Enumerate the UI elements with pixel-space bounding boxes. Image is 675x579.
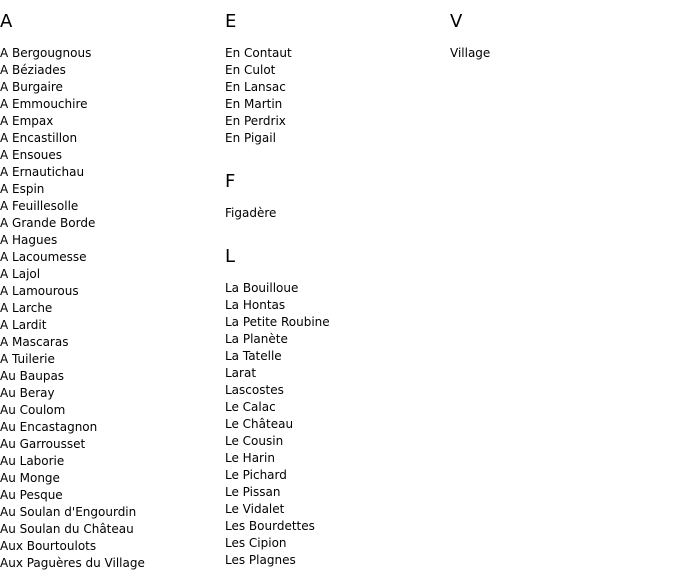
list-item	[0, 266, 225, 283]
list-item	[0, 45, 225, 62]
list-item	[225, 280, 450, 297]
place-link[interactable]: En Pigail	[225, 131, 276, 145]
list-item	[0, 334, 225, 351]
list-item	[0, 147, 225, 164]
list-item	[0, 385, 225, 402]
list-item	[0, 470, 225, 487]
place-link[interactable]: Lascostes	[225, 383, 284, 397]
place-link[interactable]: En Lansac	[225, 80, 286, 94]
letter-group	[225, 247, 450, 569]
list-item	[225, 205, 450, 222]
letter-heading: A	[0, 11, 13, 32]
list-item	[0, 436, 225, 453]
place-list	[0, 45, 225, 572]
place-list	[225, 45, 450, 147]
list-item	[0, 198, 225, 215]
list-item	[225, 552, 450, 569]
place-link[interactable]: A Grande Borde	[0, 216, 96, 230]
place-link[interactable]: A Emmouchire	[0, 97, 88, 111]
place-link[interactable]: A Béziades	[0, 63, 66, 77]
list-item	[0, 402, 225, 419]
list-item	[0, 504, 225, 521]
list-item	[450, 45, 675, 62]
list-item	[225, 382, 450, 399]
letter-group	[0, 12, 225, 572]
place-link[interactable]: A Encastillon	[0, 131, 78, 145]
place-link[interactable]: A Feuillesolle	[0, 199, 79, 213]
list-item	[0, 283, 225, 300]
index-column	[0, 0, 225, 572]
place-link[interactable]: Les Cipion	[225, 536, 287, 550]
place-link[interactable]: En Culot	[225, 63, 276, 77]
list-item	[225, 484, 450, 501]
place-link[interactable]: Au Laborie	[0, 454, 65, 468]
place-link[interactable]: Le Pichard	[225, 468, 287, 482]
letter-group	[450, 12, 675, 62]
place-link[interactable]: A Tuilerie	[0, 352, 55, 366]
place-link[interactable]: Le Harin	[225, 451, 275, 465]
place-link[interactable]: Village	[450, 46, 491, 60]
list-item	[225, 399, 450, 416]
place-link[interactable]: La Hontas	[225, 298, 286, 312]
place-link[interactable]: Au Monge	[0, 471, 60, 485]
list-item	[225, 501, 450, 518]
place-link[interactable]: Les Plagnes	[225, 553, 296, 567]
place-link[interactable]: Au Coulom	[0, 403, 66, 417]
list-item	[225, 365, 450, 382]
list-item	[0, 300, 225, 317]
list-item	[225, 62, 450, 79]
place-link[interactable]: En Contaut	[225, 46, 292, 60]
list-item	[0, 164, 225, 181]
list-item	[0, 62, 225, 79]
list-item	[0, 113, 225, 130]
place-link[interactable]: A Burgaire	[0, 80, 63, 94]
place-link[interactable]: La Tatelle	[225, 349, 282, 363]
list-item	[0, 538, 225, 555]
letter-heading: L	[225, 246, 236, 267]
list-item	[225, 113, 450, 130]
place-link[interactable]: En Martin	[225, 97, 283, 111]
list-item	[225, 96, 450, 113]
place-link[interactable]: Aux Bourtoulots	[0, 539, 97, 553]
place-list	[225, 205, 450, 222]
list-item	[0, 521, 225, 538]
list-item	[0, 351, 225, 368]
index-column	[225, 0, 450, 569]
list-item	[225, 518, 450, 535]
list-item	[0, 317, 225, 334]
place-link[interactable]: Larat	[225, 366, 257, 380]
list-item	[225, 331, 450, 348]
place-link[interactable]: Au Pesque	[0, 488, 63, 502]
place-link[interactable]: A Larche	[0, 301, 53, 315]
list-item	[225, 450, 450, 467]
list-item	[225, 433, 450, 450]
place-link[interactable]: Le Cousin	[225, 434, 284, 448]
place-link[interactable]: A Bergougnous	[0, 46, 92, 60]
place-link[interactable]: A Espin	[0, 182, 45, 196]
place-link[interactable]: A Lajol	[0, 267, 41, 281]
list-item	[225, 535, 450, 552]
place-link[interactable]: A Ensoues	[0, 148, 63, 162]
place-link[interactable]: La Bouilloue	[225, 281, 299, 295]
list-item	[0, 181, 225, 198]
place-link[interactable]: A Ernautichau	[0, 165, 85, 179]
place-link[interactable]: La Petite Roubine	[225, 315, 330, 329]
place-link[interactable]: A Lardit	[0, 318, 47, 332]
letter-group	[225, 172, 450, 222]
list-item	[225, 348, 450, 365]
list-item	[225, 297, 450, 314]
place-link[interactable]: Au Garrousset	[0, 437, 86, 451]
place-link[interactable]: A Empax	[0, 114, 54, 128]
list-item	[0, 453, 225, 470]
place-link[interactable]: A Lacoumesse	[0, 250, 87, 264]
list-item	[0, 419, 225, 436]
place-link[interactable]: A Lamourous	[0, 284, 79, 298]
place-link[interactable]: La Planète	[225, 332, 288, 346]
letter-heading: E	[225, 11, 237, 32]
place-link[interactable]: Le Calac	[225, 400, 276, 414]
place-link[interactable]: En Perdrix	[225, 114, 286, 128]
list-item	[225, 45, 450, 62]
list-item	[225, 130, 450, 147]
list-item	[0, 487, 225, 504]
place-link[interactable]: Au Beray	[0, 386, 55, 400]
list-item	[0, 215, 225, 232]
place-link[interactable]: Au Baupas	[0, 369, 65, 383]
index-column	[450, 0, 675, 62]
place-link[interactable]: A Mascaras	[0, 335, 69, 349]
place-link[interactable]: Au Encastagnon	[0, 420, 98, 434]
list-item	[225, 79, 450, 96]
list-item	[225, 467, 450, 484]
list-item	[0, 96, 225, 113]
place-link[interactable]: Au Soulan d'Engourdin	[0, 505, 137, 519]
place-list	[225, 280, 450, 569]
place-link[interactable]: A Hagues	[0, 233, 58, 247]
place-link[interactable]: Le Vidalet	[225, 502, 285, 516]
place-link[interactable]: Les Bourdettes	[225, 519, 315, 533]
list-item	[0, 130, 225, 147]
list-item	[225, 416, 450, 433]
list-item	[0, 555, 225, 572]
place-link[interactable]: Figadère	[225, 206, 277, 220]
letter-heading: F	[225, 171, 236, 192]
place-link[interactable]: Au Soulan du Château	[0, 522, 134, 536]
list-item	[0, 249, 225, 266]
place-link[interactable]: Le Pissan	[225, 485, 281, 499]
place-list	[450, 45, 675, 62]
letter-heading: V	[450, 11, 463, 32]
place-link[interactable]: Le Château	[225, 417, 294, 431]
list-item	[0, 368, 225, 385]
list-item	[0, 232, 225, 249]
list-item	[0, 79, 225, 96]
letter-group	[225, 12, 450, 147]
place-link[interactable]: Aux Paguères du Village	[0, 556, 145, 570]
list-item	[225, 314, 450, 331]
